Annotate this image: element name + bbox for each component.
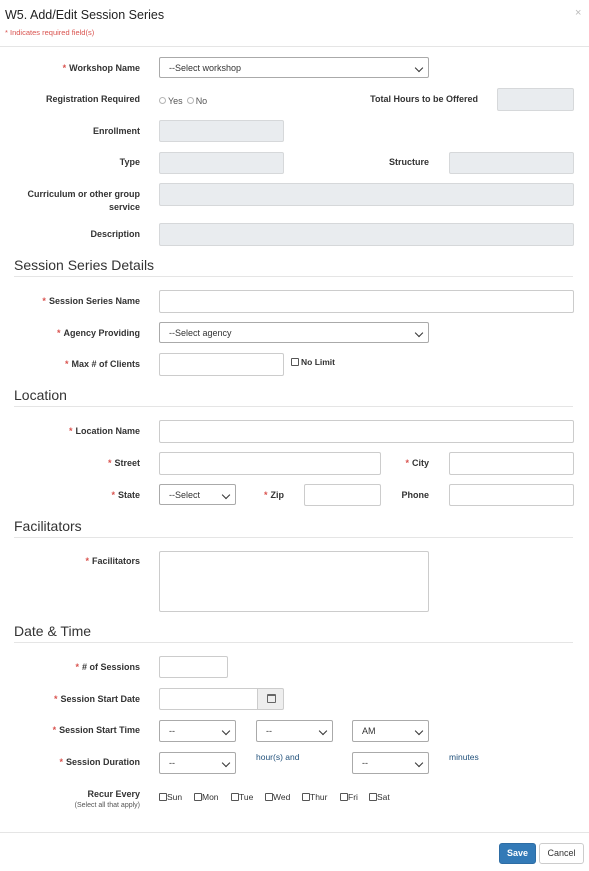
section-heading-session-series: Session Series Details [14,257,155,273]
save-button[interactable]: Save [499,843,536,864]
day-tue-option: Tue [231,788,253,806]
state-label: * State [111,490,140,500]
zip-label: * Zip [263,490,284,500]
day-sun-checkbox[interactable] [159,793,167,801]
total-hours-label: Total Hours to be Offered [370,94,478,104]
phone-label: Phone [401,490,429,500]
day-thur-option: Thur [302,788,327,806]
enrollment-label: Enrollment [92,126,140,136]
chevron-down-icon [319,727,327,735]
location-name-label: * Location Name [68,426,140,436]
structure-field [449,152,574,174]
duration-minutes-select[interactable]: -- [352,752,429,774]
chevron-down-icon [415,727,423,735]
chevron-down-icon [222,759,230,767]
structure-label: Structure [388,157,429,167]
date-picker-button[interactable] [258,688,284,710]
day-thur-checkbox[interactable] [302,793,310,801]
day-tue-checkbox[interactable] [231,793,239,801]
day-mon-option: Mon [194,788,219,806]
workshop-select[interactable]: --Select workshop [159,57,429,78]
start-hour-select[interactable]: -- [159,720,236,742]
type-label: Type [119,157,140,167]
header-divider [0,46,589,47]
close-icon[interactable]: × [575,7,582,19]
modal-title: W5. Add/Edit Session Series [5,8,165,22]
session-duration-label: * Session Duration [59,757,140,767]
phone-input[interactable] [449,484,574,506]
day-mon-checkbox[interactable] [194,793,202,801]
start-minute-select[interactable]: -- [256,720,333,742]
registration-radio-group [159,92,239,106]
cancel-button[interactable]: Cancel [539,843,584,864]
zip-input[interactable] [304,484,381,506]
day-wed-checkbox[interactable] [265,793,273,801]
city-input[interactable] [449,452,574,475]
curriculum-field [159,183,574,206]
session-series-name-input[interactable] [159,290,574,313]
day-sun-option: Sun [159,788,182,806]
section-divider [14,406,573,407]
facilitators-label: * Facilitators [85,556,140,566]
minutes-text: minutes [449,752,479,762]
required-note: * Indicates required field(s) [5,28,95,37]
max-clients-input[interactable] [159,353,284,376]
description-field [159,223,574,246]
facilitators-listbox[interactable] [159,551,429,612]
recur-every-label: Recur Every [87,789,140,799]
agency-providing-label: * Agency Providing [56,328,140,338]
footer-divider [0,832,589,833]
city-label: * City [405,458,429,468]
registration-yes-label: Yes [168,95,183,106]
section-divider [14,537,573,538]
session-start-date-label: * Session Start Date [53,694,140,704]
day-sat-checkbox[interactable] [369,793,377,801]
location-name-input[interactable] [159,420,574,443]
street-input[interactable] [159,452,381,475]
section-heading-location: Location [14,387,67,403]
day-sat-option: Sat [369,788,390,806]
chevron-down-icon [222,491,230,499]
day-fri-checkbox[interactable] [340,793,348,801]
no-limit-checkbox[interactable] [291,358,299,366]
num-sessions-label: * # of Sessions [75,662,140,672]
session-start-date-input[interactable] [159,688,258,710]
enrollment-field [159,120,284,142]
agency-select[interactable]: --Select agency [159,322,429,343]
workshop-name-label: * Workshop Name [62,63,140,73]
registration-required-label: Registration Required [45,94,140,104]
section-heading-facilitators: Facilitators [14,518,82,534]
total-hours-field [497,88,574,111]
num-sessions-input[interactable] [159,656,228,678]
section-divider [14,276,573,277]
no-limit-option [291,353,335,371]
registration-no-label: No [195,95,208,106]
chevron-down-icon [415,759,423,767]
session-start-time-label: * Session Start Time [52,725,140,735]
max-clients-label: * Max # of Clients [64,359,140,369]
hours-and-text: hour(s) and [256,752,300,762]
section-heading-date-time: Date & Time [14,623,92,639]
duration-hours-select[interactable]: -- [159,752,236,774]
street-label: * Street [107,458,140,468]
session-series-name-label: * Session Series Name [42,296,140,306]
chevron-down-icon [415,64,423,72]
day-fri-option: Fri [340,788,358,806]
no-limit-label: No Limit [301,356,335,367]
recur-note: (Select all that apply) [74,802,140,809]
day-wed-option: Wed [265,788,290,806]
description-label: Description [90,229,140,239]
registration-no-radio[interactable] [187,97,194,104]
chevron-down-icon [222,727,230,735]
required-star: * [62,63,67,73]
chevron-down-icon [415,329,423,337]
registration-yes-radio[interactable] [159,97,166,104]
state-select[interactable]: --Select [159,484,236,505]
start-ampm-select[interactable]: AM [352,720,429,742]
curriculum-label: Curriculum or other group service [27,189,140,212]
calendar-icon [267,694,276,703]
section-divider [14,642,573,643]
type-field [159,152,284,174]
